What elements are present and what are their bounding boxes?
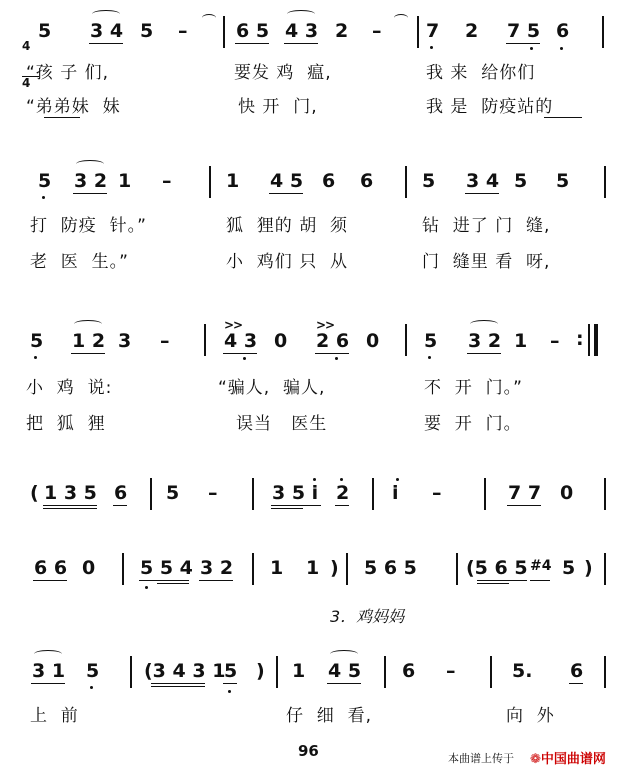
- lower-octave-dot: [228, 690, 231, 693]
- barline: [604, 166, 606, 198]
- dash: –: [208, 482, 218, 504]
- lyric: 我 是 防疫站的: [426, 97, 554, 117]
- note: 5: [166, 482, 180, 504]
- page-number: 96: [298, 742, 319, 760]
- note: 2: [336, 482, 350, 504]
- paren-close: ): [256, 660, 265, 682]
- note: 6: [402, 660, 416, 682]
- lower-octave-dot: [42, 196, 45, 199]
- time-signature: 4 4: [22, 16, 39, 113]
- barline: [602, 16, 604, 48]
- note: 6: [570, 660, 584, 682]
- note: 6: [556, 20, 570, 42]
- site-logo: ❁中国曲谱网: [530, 752, 606, 767]
- barline: [223, 16, 225, 48]
- slur: [76, 160, 104, 168]
- paren-close: ): [584, 557, 593, 579]
- underline: [71, 353, 105, 354]
- underline: [327, 683, 361, 684]
- note-group: 6 6: [34, 557, 68, 579]
- paren-open: (: [30, 482, 39, 504]
- note-group: (3 4 3 1: [144, 660, 226, 682]
- dash: –: [372, 20, 382, 42]
- note: i: [392, 482, 399, 504]
- note: 5: [422, 170, 436, 192]
- dash: –: [162, 170, 172, 192]
- system-1: [0, 0, 637, 135]
- underline: [284, 43, 318, 44]
- note: 3: [118, 330, 132, 352]
- note: 1: [118, 170, 132, 192]
- system-3: [0, 302, 637, 442]
- note: 5: [38, 170, 52, 192]
- barline: [209, 166, 211, 198]
- barline: [150, 478, 152, 510]
- barline: [484, 478, 486, 510]
- underline: [223, 353, 257, 354]
- note: 5: [514, 170, 528, 192]
- note-group: 3 4: [90, 20, 124, 42]
- lyric: 要发 鸡 瘟,: [234, 63, 332, 83]
- note-group: 4 5: [328, 660, 362, 682]
- barline: [122, 553, 124, 585]
- slur: [287, 10, 315, 18]
- note-group: 3 1: [32, 660, 66, 682]
- barline: [346, 553, 348, 585]
- underline: [199, 580, 233, 581]
- paren-close: ): [330, 557, 339, 579]
- underline: [335, 505, 349, 506]
- underline: [151, 683, 205, 684]
- underline: [223, 683, 237, 684]
- note: 5: [30, 330, 44, 352]
- underline-double: [477, 583, 509, 584]
- upper-octave-dot: [313, 478, 316, 481]
- lyric: 把 狐 狸: [26, 414, 106, 434]
- underline: [544, 117, 582, 118]
- underline-double: [43, 508, 97, 509]
- slur: [470, 320, 498, 328]
- barline: [252, 553, 254, 585]
- lyric: 仔 细 看,: [286, 706, 373, 726]
- underline: [44, 117, 80, 118]
- dash: –: [432, 482, 442, 504]
- lyric: “弟弟妹 妹: [26, 97, 121, 117]
- barline: [456, 553, 458, 585]
- underline: [465, 193, 499, 194]
- lyric: 钻 进了 门 缝,: [422, 216, 551, 236]
- underline: [73, 193, 107, 194]
- note: 7: [426, 20, 440, 42]
- note: 1: [226, 170, 240, 192]
- barline: [604, 656, 606, 688]
- upper-octave-dot: [340, 478, 343, 481]
- note-group: 3 2: [74, 170, 108, 192]
- barline: [130, 656, 132, 688]
- lyric: 小 鸡 说:: [26, 378, 113, 398]
- note: 6: [114, 482, 128, 504]
- repeat-dots: :: [576, 328, 584, 350]
- rest: 0: [366, 330, 380, 352]
- accent-marks: >>: [316, 318, 335, 332]
- underline: [467, 353, 501, 354]
- note-group: 1 3 5: [44, 482, 97, 504]
- note: 1: [270, 557, 284, 579]
- underline: [569, 683, 583, 684]
- barline: [204, 324, 206, 356]
- rest: 0: [560, 482, 574, 504]
- note-group: 5 5 4: [140, 557, 193, 579]
- barline: [252, 478, 254, 510]
- upper-octave-dot: [396, 478, 399, 481]
- dash: –: [178, 20, 188, 42]
- barline: [276, 656, 278, 688]
- lower-octave-dot: [335, 357, 338, 360]
- lyric: 小 鸡们 只 从: [226, 252, 349, 272]
- lyric: 我 来 给你们: [426, 63, 536, 83]
- note-group: 4 3: [224, 330, 258, 352]
- note: 5: [562, 557, 576, 579]
- tie-out: [202, 14, 216, 22]
- note-group: 3 2: [200, 557, 234, 579]
- lower-octave-dot: [145, 586, 148, 589]
- note: 2: [465, 20, 479, 42]
- note: 2: [335, 20, 349, 42]
- note: 5: [224, 660, 238, 682]
- dash: –: [160, 330, 170, 352]
- underline: [315, 353, 349, 354]
- underline-double: [271, 508, 303, 509]
- dash: –: [550, 330, 560, 352]
- note-group: (5 6 5: [466, 557, 528, 579]
- lyric: 门 缝里 看 呀,: [422, 252, 551, 272]
- note-group: 3 5 i: [272, 482, 319, 504]
- repeat-barline-thin: [588, 324, 590, 356]
- tie-out: [394, 14, 408, 22]
- sharp-note: #4: [530, 558, 552, 574]
- underline-double: [157, 583, 189, 584]
- note-group: 4 3: [285, 20, 319, 42]
- barline: [604, 478, 606, 510]
- barline: [372, 478, 374, 510]
- barline: [405, 324, 407, 356]
- dotted-note: 5.: [512, 660, 533, 682]
- lower-octave-dot: [90, 686, 93, 689]
- accent-marks: >>: [224, 318, 243, 332]
- underline: [477, 580, 527, 581]
- note: 6: [360, 170, 374, 192]
- note-group: 1 2: [72, 330, 106, 352]
- lower-octave-dot: [428, 356, 431, 359]
- lyric: “骗人, 骗人,: [218, 378, 326, 398]
- underline: [43, 505, 97, 506]
- lyric: 打 防疫 针。”: [30, 216, 147, 236]
- note: 1: [292, 660, 306, 682]
- underline: [89, 43, 123, 44]
- slur: [74, 320, 102, 328]
- rest: 0: [82, 557, 96, 579]
- system-6: [0, 640, 637, 730]
- note-group: 7 7: [508, 482, 542, 504]
- footer-text: 本曲谱上传于: [448, 752, 514, 765]
- underline: [269, 193, 303, 194]
- underline: [139, 580, 189, 581]
- note: 1: [306, 557, 320, 579]
- note-group: 3 4: [466, 170, 500, 192]
- underline: [506, 43, 540, 44]
- note-group: 2 6: [316, 330, 350, 352]
- barline: [604, 553, 606, 585]
- barline: [384, 656, 386, 688]
- note-group: 4 5: [270, 170, 304, 192]
- lyric: 快 开 门,: [238, 97, 318, 117]
- note-group: 5 6 5: [364, 557, 417, 579]
- lyric: 老 医 生。”: [30, 252, 129, 272]
- note-group: 7 5: [507, 20, 541, 42]
- lyric: “孩 子 们,: [26, 63, 110, 83]
- lyric: 要 开 门。: [424, 414, 522, 434]
- slur: [92, 10, 120, 18]
- logo-e-icon: ❁: [530, 752, 541, 767]
- underline: [507, 505, 541, 506]
- lower-octave-dot: [560, 47, 563, 50]
- barline: [405, 166, 407, 198]
- system-4: [0, 470, 637, 520]
- system-5: [0, 545, 637, 595]
- note-group: 6 5: [236, 20, 270, 42]
- lower-octave-dot: [530, 47, 533, 50]
- note: 5: [556, 170, 570, 192]
- lyric: 向 外: [506, 706, 555, 726]
- section-title: 3．鸡妈妈: [330, 607, 405, 626]
- note-group: 3 2: [468, 330, 502, 352]
- underline: [271, 505, 321, 506]
- slur: [34, 650, 62, 658]
- lower-octave-dot: [430, 46, 433, 49]
- barline: [417, 16, 419, 48]
- underline: [235, 43, 269, 44]
- lyric: 不 开 门。”: [424, 378, 523, 398]
- underline-double: [151, 686, 205, 687]
- note: 1: [514, 330, 528, 352]
- repeat-barline-thick: [594, 324, 598, 356]
- note: 5: [140, 20, 154, 42]
- lower-octave-dot: [34, 356, 37, 359]
- lyric: 上 前: [30, 706, 79, 726]
- lyric: 狐 狸的 胡 须: [226, 216, 349, 236]
- lower-octave-dot: [243, 357, 246, 360]
- barline: [490, 656, 492, 688]
- dash: –: [446, 660, 456, 682]
- underline: [530, 580, 550, 581]
- underline: [113, 505, 127, 506]
- note: 6: [322, 170, 336, 192]
- slur: [330, 650, 358, 658]
- note: 5: [86, 660, 100, 682]
- system-2: [0, 150, 637, 285]
- note: 5: [38, 20, 52, 42]
- note: 5: [424, 330, 438, 352]
- rest: 0: [274, 330, 288, 352]
- underline: [33, 580, 67, 581]
- underline: [31, 683, 65, 684]
- lyric: 误当 医生: [236, 414, 328, 434]
